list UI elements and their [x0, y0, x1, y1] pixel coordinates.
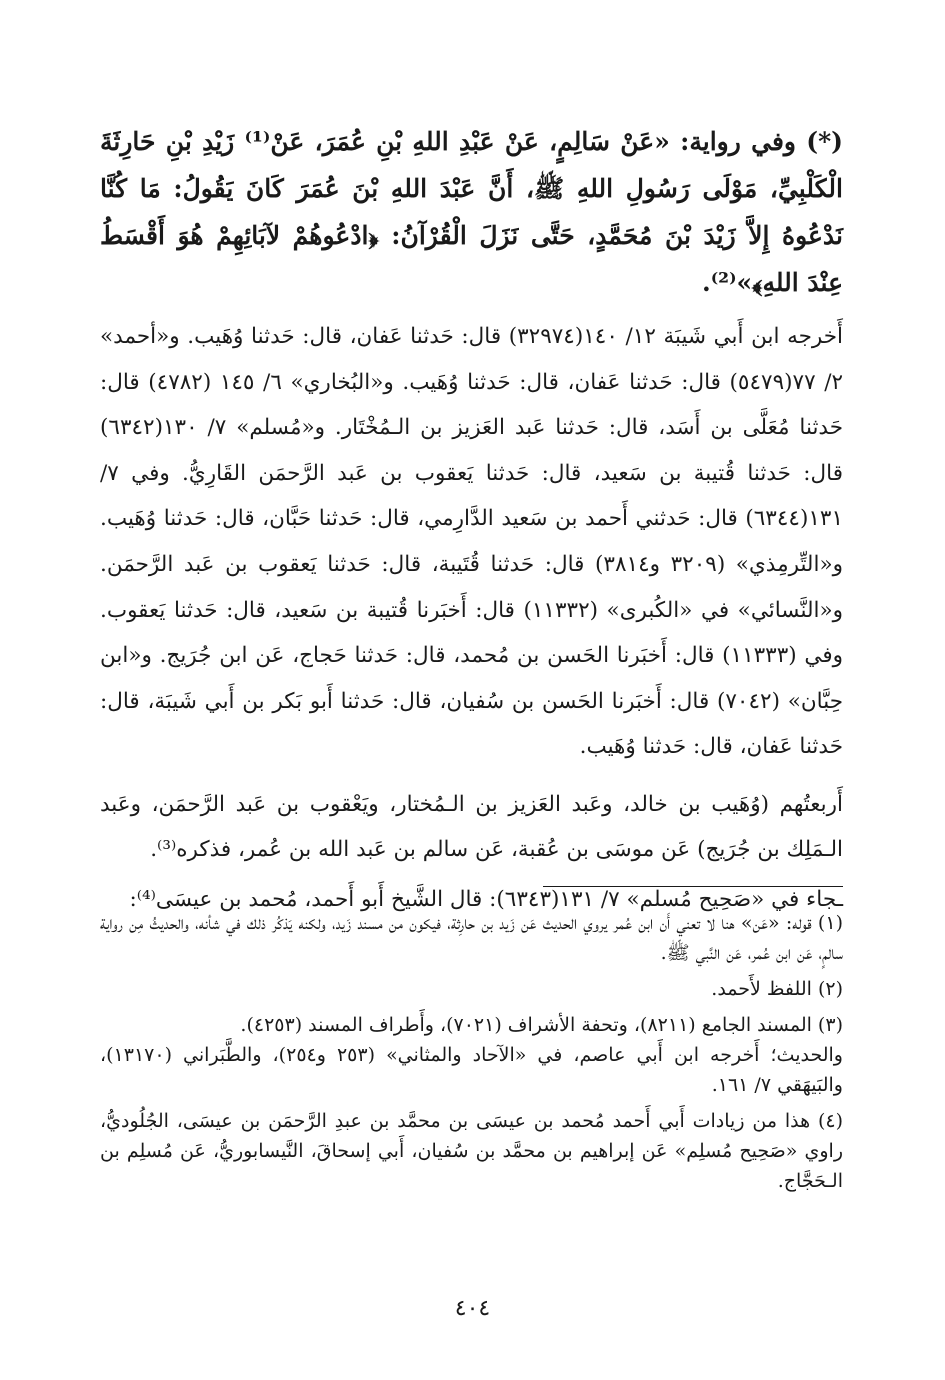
hadith-text: (*) وفي رواية: «عَنْ سَالِمٍ، عَنْ عَبْدِ اللهِ بْنِ عُمَرَ، عَنْ⁽¹⁾ زَيْدِ بْنِ حَارِثَةَ الْكَلْبِيِّ، مَوْلَى رَسُولِ اللهِ ﷺ، أَنَّ عَبْدَ اللهِ بْنَ عُمَرَ كَانَ يَقُولُ: مَا كُنَّا نَدْعُوهُ إِلاَّ زَيْدَ بْنَ مُحَمَّدٍ، حَتَّى نَزَلَ الْقُرْآنُ: ﴿ادْعُوهُمْ لآبَائِهِمْ هُوَ أَقْسَطُ عِنْدَ اللهِ﴾»⁽²⁾. [100, 127, 843, 297]
sahih-muslim-note: ـجاء في «صَحِيح مُسلم» ٧/ ١٣١(٦٣٤٣): قال الشَّيخ أَبو أَحمد، مُحمد بن عيسَى⁽⁴⁾: [129, 886, 843, 912]
footnote-3-continuation: والحديث؛ أَخرجه ابن أَبي عاصم، في «الآحاد والمثاني» (٢٥٣ و٢٥٤)، والطَّبَراني (١٣١٧٠)، والبَيهَقي ٧/ ١٦١. [100, 1044, 843, 1096]
footnote-1: (١) قوله: «عَن» هنا لا تعني أَن ابن عُمر يروي الحديث عَن زَيد بن حارِثة، فيكون من مسند زَيد، ولكنه يَذكُر ذلك في شأنه، والحديثُ مِن رواية سالمٍ، عَن ابن عُمر، عَن النَّبي ﷺ. [100, 912, 843, 964]
footnote-separator [543, 886, 843, 887]
chain-summary-paragraph: أَربعتُهم (وُهَيب بن خالد، وعَبد العَزيز بن الـمُختار، ويَعْقوب بن عَبد الرَّحمَن، وعَبد الـمَلِك بن جُرَيج) عَن موسَى بن عُقبة، عَن سالم بن عَبد الله بن عُمر، فذكره⁽³⁾. [100, 791, 843, 862]
takhrij-paragraph: أَخرجه ابن أَبي شَيبَة ١٢/ ١٤٠(٣٢٩٧٤) قال: حَدثنا عَفان، قال: حَدثنا وُهَيب. و«أحمد» ٢/ ٧٧(٥٤٧٩) قال: حَدثنا عَفان، قال: حَدثنا وُهَيب. و«البُخاري» ٦/ ١٤٥ (٤٧٨٢) قال: حَدثنا مُعَلَّى بن أَسَد، قال: حَدثنا عَبد العَزيز بن الـمُخْتَار. و«مُسلم» ٧/ ١٣٠(٦٣٤٢) قال: حَدثنا قُتيبة بن سَعيد، قال: حَدثنا يَعقوب بن عَبد الرَّحمَن القَارِيُّ. وفي ٧/ ١٣١(٦٣٤٤) قال: حَدثني أَحمد بن سَعيد الدَّارِمي، قال: حَدثنا حَبَّان، قال: حَدثنا وُهَيب. و«التِّرمِذي» (٣٢٠٩ و٣٨١٤) قال: حَدثنا قُتَيبة، قال: حَدثنا يَعقوب بن عَبد الرَّحمَن. و«النَّسائي» في «الكُبرى» (١١٣٣٢) قال: أَخبَرنا قُتيبة بن سَعيد، قال: حَدثنا يَعقوب. وفي (١١٣٣٣) قال: أَخبَرنا الحَسن بن مُحمد، قال: حَدثنا حَجاج، عَن ابن جُرَيج. و«ابن حِبَّان» (٧٠٤٢) قال: أَخبَرنا الحَسن بن سُفيان، قال: حَدثنا أَبو بَكر بن أَبي شَيبَة، قال: حَدثنا عَفان، قال: حَدثنا وُهَيب. [100, 324, 844, 760]
footnote-4: (٤) هذا من زيادات أَبي أَحمد مُحمد بن عيسَى بن محمَّد بن عبدِ الرَّحمَن بن عيسَى، الجُلُوديُّ، راوي «صَحِيح مُسلِم» عَن إبراهيم بن محمَّد بن سُفيان، أَبي إسحاقَ، النَّيسابوريُّ، عَن مُسلِم بن الـحَجَّاج. [100, 1110, 843, 1192]
page-number: ٤٠٤ [454, 1296, 491, 1321]
footnote-2: (٢) اللفظ لأَحمد. [711, 978, 843, 1000]
footnote-3: (٣) المسند الجامع (٨٢١١)، وتحفة الأشراف (٧٠٢١)، وأَطراف المسند (٤٢٥٣). [240, 1014, 843, 1036]
main-text [100, 118, 843, 922]
footnotes [100, 908, 843, 1202]
